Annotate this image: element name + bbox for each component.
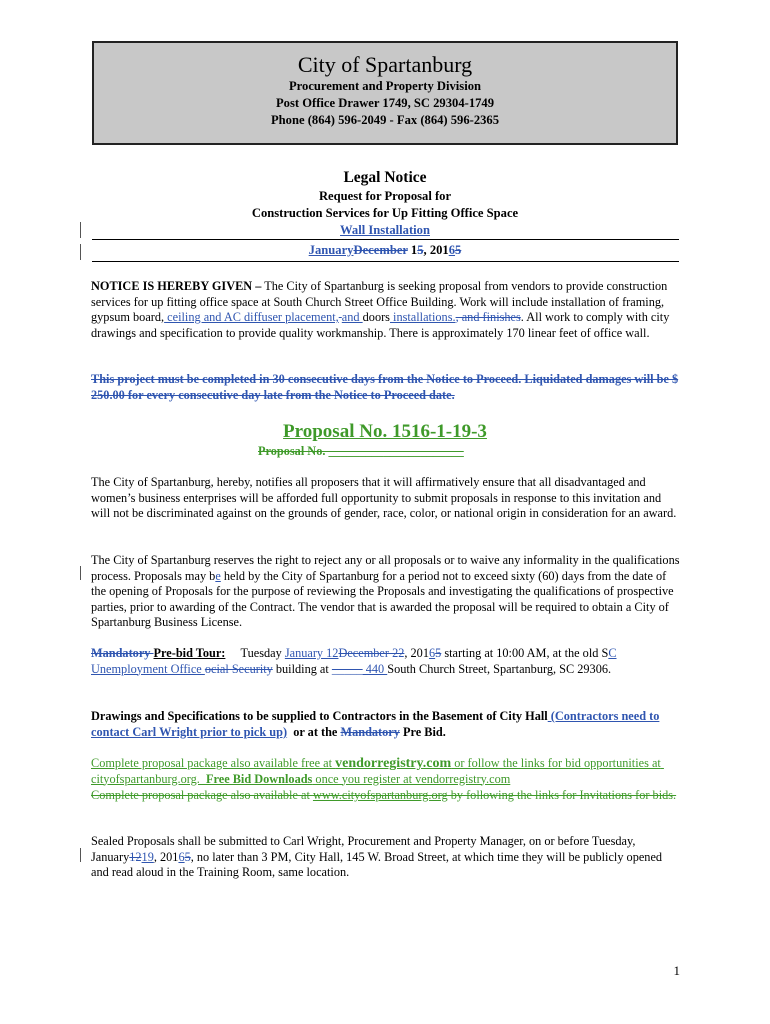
old-availability-paragraph: Complete proposal package also available at www.cityofspartanburg.org by following the links for Invitations for bids. — [91, 788, 677, 802]
notice-paragraph: NOTICE IS HEREBY GIVEN – The City of Spartanburg is seeking proposal from vendors to provide construction services for up fitting office space at South Church Street Office Building. Work will include installation of framing, gypsum board, ceiling and AC diffuser placement, and doors installations., and finishes. All work to comply with city drawings and specification to provide quality workmanship. There is approximately 170 linear feet of office wall. — [91, 279, 670, 340]
title-rule-top — [92, 239, 679, 240]
legal-notice-heading: Legal Notice — [343, 169, 427, 186]
proposal-label-deleted: Proposal No. ______________________ — [258, 444, 464, 458]
reserve-right-paragraph: The City of Spartanburg reserves the right to reject any or all proposals or to waive any informality in the qualifications process. Proposals may be held by the City of Spartanburg for a period not to exceed sixty (60) days from the date of the opening of Proposals for the purpose of reviewing the Proposals and investigating the qualifications of prospective parties, prior to awarding of the Contract. The vendor that is awarded the proposal will be required to obtain a City of Spartanburg Business License. — [91, 553, 680, 630]
deleted-completion-clause: This project must be completed in 30 consecutive days from the Notice to Proceed. Liquidated damages will be $ 250.00 for every consecutive day late from the Notice to Proceed date. — [91, 372, 679, 402]
drawings-paragraph: Drawings and Specifications to be supplied to Contractors in the Basement of City Hall (Contractors need to contact Carl Wright prior to pick up) or at the Mandatory Pre Bid. — [91, 709, 660, 739]
rfp-heading: Request for Proposal for — [318, 189, 452, 203]
division-name: Procurement and Property Division — [288, 79, 482, 93]
city-name: City of Spartanburg — [297, 52, 473, 77]
change-bar — [80, 222, 81, 238]
scope-insert: Wall Installation — [340, 223, 430, 237]
project-heading: Construction Services for Up Fitting Office Space — [251, 206, 519, 220]
scope-heading — [92, 223, 678, 239]
change-bar — [80, 244, 81, 260]
notice-date: JanuaryDecember 15, 20165 — [308, 243, 462, 257]
prebid-tour-paragraph: Mandatory Pre-bid Tour: Tuesday January 12December 22, 20165 starting at 10:00 AM, at the old SC Unemployment Office ocial Security building at _____ 440 South Church Street, Spartanburg, SC 29306. — [91, 646, 617, 676]
online-availability-paragraph: Complete proposal package also available free at vendorregistry.com or follow the links for bid opportunities at cityofspartanburg.org. Free Bid Downloads once you register at vendorregistry.com — [91, 756, 664, 786]
page-number: 1 — [673, 963, 680, 978]
equal-opportunity-paragraph: The City of Spartanburg, hereby, notifies all proposers that it will affirmatively ensure that all disadvantaged and women’s business enterprises will be afforded full opportunity to submit proposals in response to this invitation and will not be discriminated against on the grounds of gender, race, color, or national origin in consideration for an award. — [91, 475, 677, 521]
sealed-proposals-paragraph: Sealed Proposals shall be submitted to Carl Wright, Procurement and Property Manager, on or before Tuesday, January1219, 20165, no later than 3 PM, City Hall, 145 W. Broad Street, at which time they will be publicly opened and read aloud in the Training Room, same location. — [91, 834, 663, 880]
change-bar — [80, 566, 81, 580]
proposal-number: Proposal No. 1516-1-19-3 — [283, 421, 487, 442]
letterhead-box — [92, 41, 678, 145]
change-bar — [80, 848, 81, 862]
phone-fax: Phone (864) 596-2049 - Fax (864) 596-2365 — [270, 113, 500, 127]
title-rule-bottom — [92, 261, 679, 262]
mailing-address: Post Office Drawer 1749, SC 29304-1749 — [275, 96, 495, 110]
